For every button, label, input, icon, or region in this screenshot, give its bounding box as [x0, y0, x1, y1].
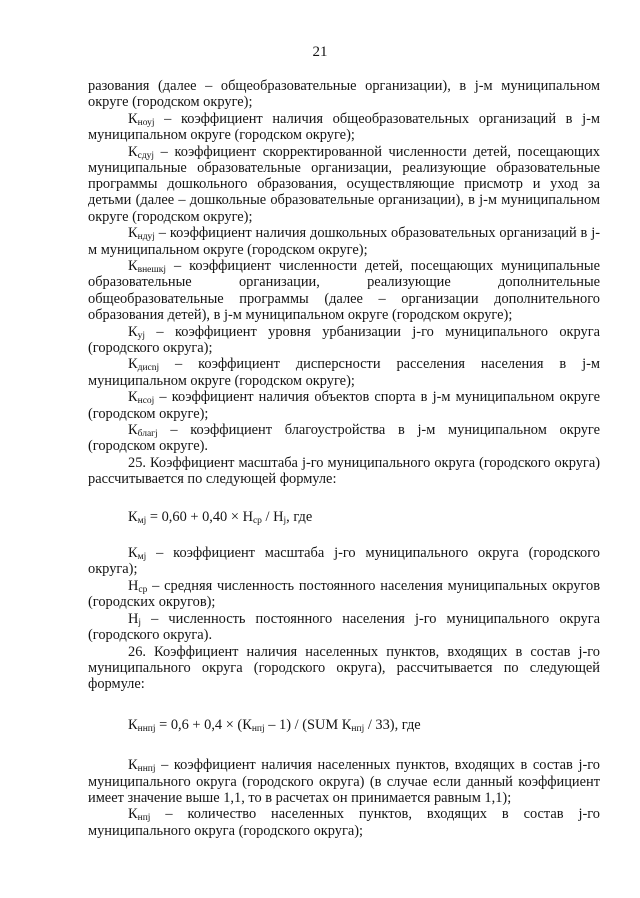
- subscript: ср: [138, 584, 148, 595]
- text-run: / Н: [261, 508, 284, 525]
- text-run: – коэффициент наличия объектов спорта в j-м муниципальном округе (городском округе);: [88, 389, 600, 422]
- paragraph: [88, 545, 600, 577]
- text-run: – коэффициент масштаба j-го муниципального округа (городского округа);: [88, 544, 600, 577]
- subscript: внешкj: [137, 265, 166, 276]
- subscript: ноуj: [137, 117, 155, 128]
- text-run: 25. Коэффициент масштаба j-го муниципального округа (городского округа) рассчитывается по следующей формуле:: [88, 455, 600, 488]
- subscript: нпj: [351, 724, 365, 735]
- text-run: – коэффициент наличия населенных пунктов, входящих в состав j-го муниципального округа (городского округа) (в случае если данный коэффициент имеет значение выше 1,1, то в расчетах он принимается равным 1,1);: [88, 757, 600, 806]
- paragraph: [88, 455, 600, 487]
- page-number: 21: [312, 44, 328, 60]
- paragraph: [88, 578, 600, 610]
- text-run: – коэффициент скорректированной численности детей, посещающих муниципальные образовательные организации, реализующие образовательные программы дошкольного образования, осуществляющие присмотр и уход за детьми (далее – дошкольные образовательные организации), в j-м муниципальном округе (городском округе);: [88, 143, 600, 225]
- text-run: К: [128, 258, 138, 275]
- subscript: нпj: [137, 813, 151, 824]
- text-run: К: [128, 508, 138, 525]
- paragraph: [88, 644, 600, 693]
- text-run: Н: [128, 577, 139, 594]
- paragraph: [88, 356, 600, 388]
- text-run: – коэффициент уровня урбанизации j-го муниципального округа (городского округа);: [88, 323, 600, 356]
- subscript: нпj: [251, 724, 265, 735]
- paragraph: [88, 111, 600, 143]
- text-run: К: [128, 225, 138, 242]
- paragraph: [88, 757, 600, 806]
- subscript: ннпj: [137, 724, 156, 735]
- text-run: К: [128, 143, 138, 160]
- subscript: ндуj: [137, 232, 155, 243]
- text-run: К: [128, 806, 138, 823]
- text-run: К: [128, 717, 138, 734]
- text-run: – средняя численность постоянного населения муниципальных округов (городских округов);: [88, 577, 600, 610]
- text-run: , где: [286, 508, 313, 525]
- text-run: – коэффициент численности детей, посещающих муниципальные образовательные организации, реализующие дополнительные общеобразовательные программы (далее – организации дополнительного образования детей), в j-м муниципальном округе (городском округе);: [88, 258, 600, 323]
- text-run: – коэффициент благоустройства в j-м муниципальном округе (городском округе).: [88, 422, 600, 455]
- text-run: К: [128, 110, 138, 127]
- subscript: j: [138, 617, 142, 628]
- text-run: К: [128, 323, 138, 340]
- subscript: мj: [137, 515, 147, 526]
- subscript: нсоj: [137, 396, 155, 407]
- formula: [128, 717, 600, 733]
- document-body: [88, 78, 600, 839]
- subscript: j: [283, 515, 287, 526]
- subscript: ср: [252, 515, 262, 526]
- text-run: К: [128, 389, 138, 406]
- text-run: – численность постоянного населения j-го муниципального округа (городского округа).: [88, 610, 600, 643]
- text-run: – коэффициент наличия дошкольных образовательных организаций в j-м муниципальном округе (городском округе);: [88, 225, 600, 258]
- text-run: – коэффициент дисперсности расселения населения в j-м муниципальном округе (городском округе);: [88, 356, 600, 389]
- text-run: – коэффициент наличия общеобразовательных организаций в j-м муниципальном округе (городском округе);: [88, 110, 600, 144]
- paragraph: [88, 258, 600, 323]
- text-run: – количество населенных пунктов, входящих в состав j-го муниципального округа (городского округа);: [88, 806, 600, 839]
- subscript: уj: [137, 330, 145, 341]
- text-run: / 33), где: [364, 717, 421, 734]
- paragraph: [88, 324, 600, 356]
- text-run: К: [128, 544, 138, 561]
- text-run: разования (далее – общеобразовательные организации), в j-м муниципальном округе (городском округе);: [88, 78, 600, 111]
- subscript: мj: [137, 551, 147, 562]
- subscript: ннпj: [137, 764, 156, 775]
- paragraph: [88, 225, 600, 257]
- text-run: К: [128, 422, 138, 439]
- subscript: дисnj: [137, 363, 160, 374]
- paragraph: [88, 806, 600, 838]
- paragraph: [88, 422, 600, 454]
- paragraph: [88, 611, 600, 643]
- text-run: = 0,6 + 0,4 × (К: [155, 717, 252, 734]
- text-run: 26. Коэффициент наличия населенных пунктов, входящих в состав j-го муниципального округа (городского округа), рассчитывается по следующей формуле:: [88, 643, 600, 692]
- subscript: сдуj: [137, 150, 155, 161]
- text-run: Н: [128, 610, 139, 627]
- text-run: = 0,60 + 0,40 × Н: [146, 508, 253, 525]
- paragraph: [88, 144, 600, 225]
- text-run: К: [128, 356, 138, 373]
- text-run: К: [128, 757, 138, 774]
- paragraph: [88, 78, 600, 110]
- text-run: – 1) / (SUM К: [264, 717, 352, 734]
- subscript: благj: [137, 429, 158, 440]
- formula: [128, 509, 600, 525]
- paragraph: [88, 389, 600, 421]
